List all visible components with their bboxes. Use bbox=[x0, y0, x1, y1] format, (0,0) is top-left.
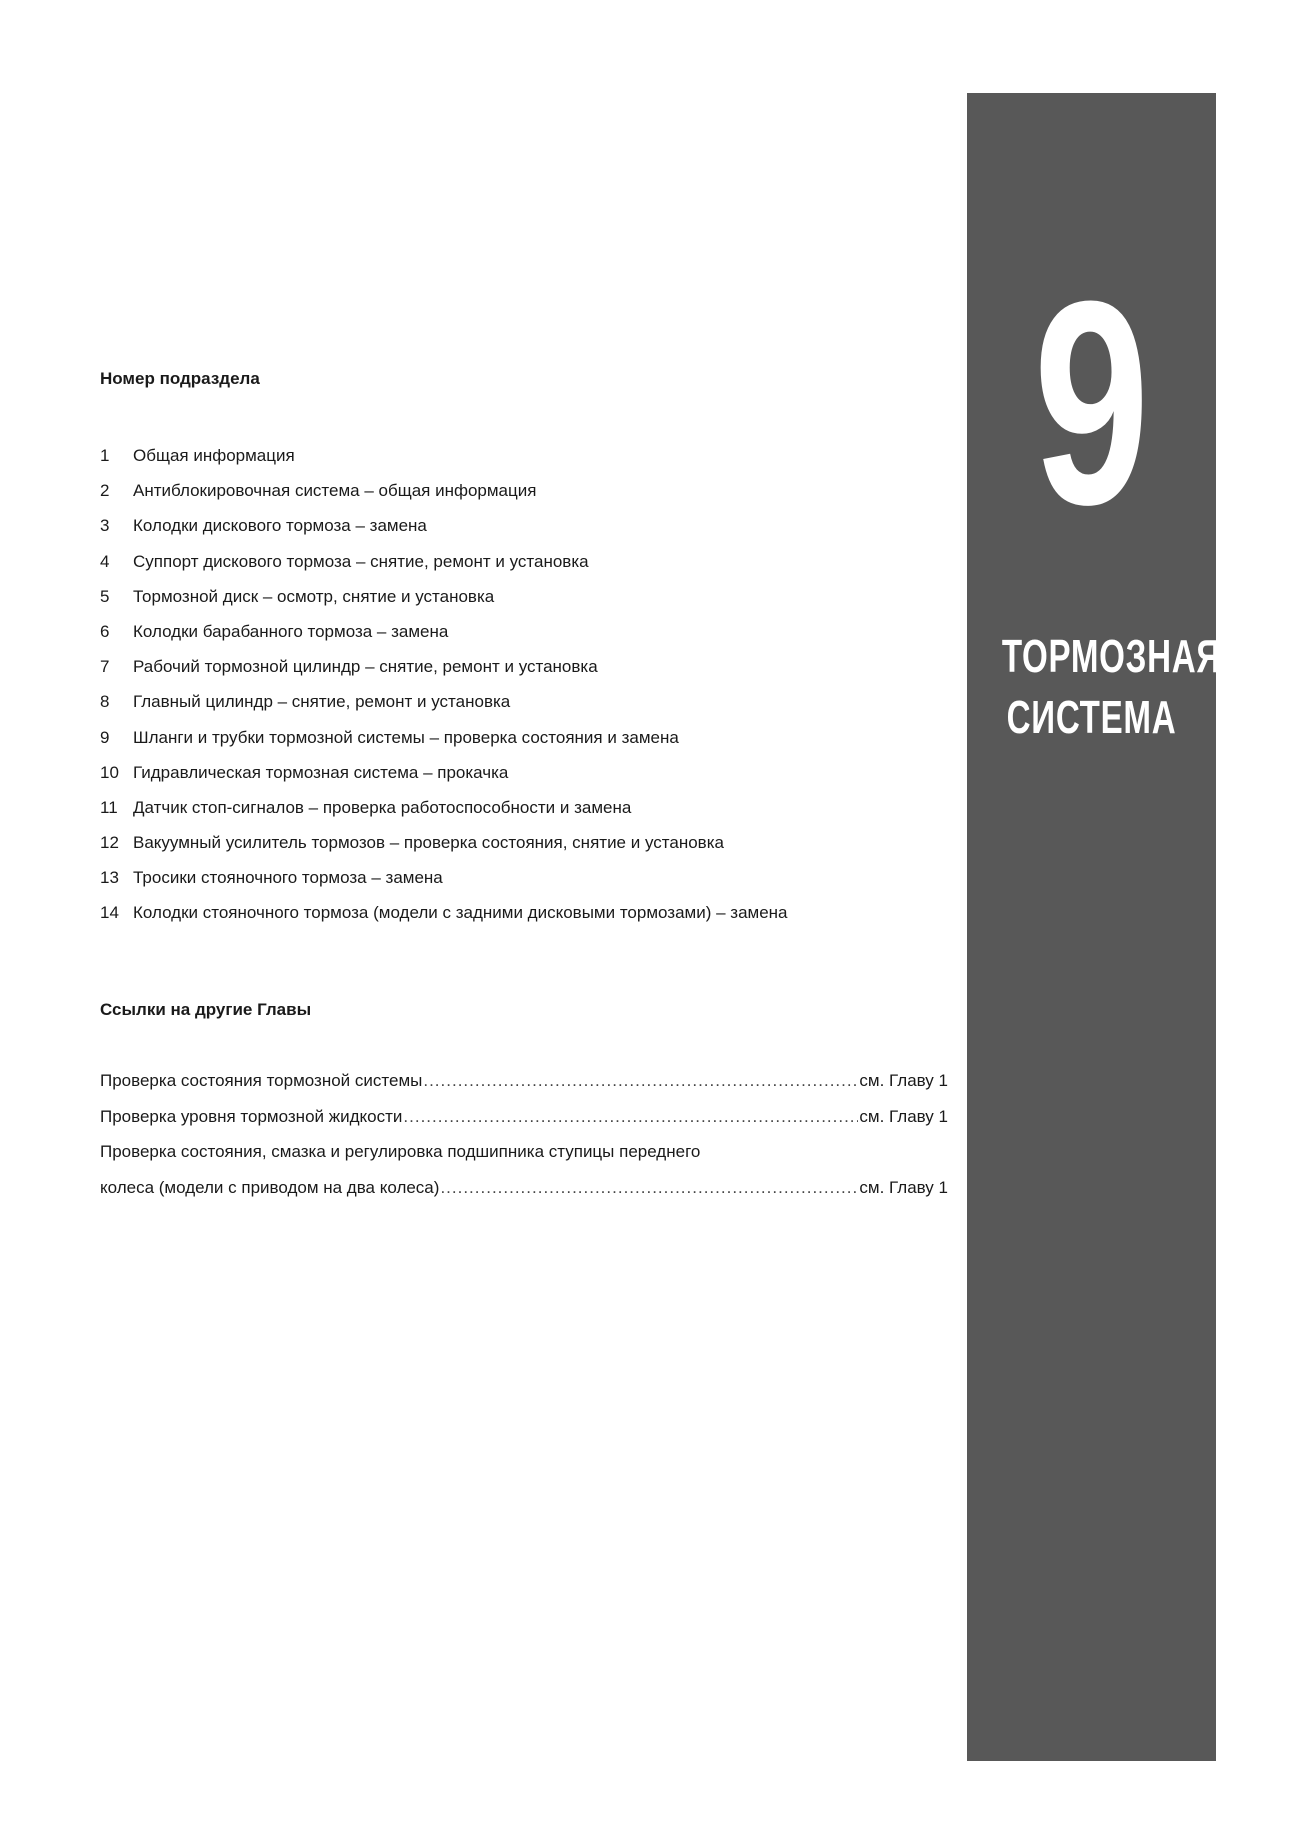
toc-item-text: Вакуумный усилитель тормозов – проверка состояния, снятие и установка bbox=[133, 833, 724, 853]
chapter-title-line-1: ТОРМОЗНАЯ bbox=[1001, 630, 1221, 682]
toc-item[interactable] bbox=[100, 438, 788, 473]
toc-item-text: Датчик стоп-сигналов – проверка работоспособности и замена bbox=[133, 797, 632, 817]
toc-item-text: Шланги и трубки тормозной системы – проверка состояния и замена bbox=[133, 727, 679, 747]
reference-text: Проверка состояния тормозной системы bbox=[100, 1071, 423, 1090]
reference-row[interactable] bbox=[100, 1170, 948, 1206]
toc-item-number: 5 bbox=[100, 586, 110, 606]
toc-item-number: 13 bbox=[100, 868, 119, 888]
toc-item-number: 3 bbox=[100, 516, 110, 536]
toc-item-text: Общая информация bbox=[133, 446, 295, 465]
toc-item[interactable] bbox=[100, 579, 788, 614]
toc-item-number: 11 bbox=[100, 797, 118, 817]
reference-leader-dots bbox=[403, 1099, 858, 1135]
toc-item-number: 12 bbox=[100, 833, 119, 853]
toc-item[interactable] bbox=[100, 755, 788, 790]
toc-item[interactable] bbox=[100, 508, 788, 543]
toc-item-number: 7 bbox=[100, 657, 110, 677]
toc-heading: Номер подраздела bbox=[100, 369, 260, 388]
toc-item[interactable] bbox=[100, 790, 788, 825]
toc-item[interactable] bbox=[100, 720, 788, 755]
chapter-number: 9 bbox=[1033, 241, 1150, 565]
reference-leader-dots bbox=[440, 1170, 858, 1206]
toc-item-text: Тросики стояночного тормоза – замена bbox=[133, 868, 443, 888]
reference-row[interactable] bbox=[100, 1099, 948, 1135]
toc-item[interactable] bbox=[100, 649, 788, 684]
chapter-side-band bbox=[967, 93, 1221, 1761]
chapter-title-line-2: СИСТЕМА bbox=[1006, 691, 1177, 743]
reference-text: Проверка состояния, смазка и регулировка подшипника ступицы переднего bbox=[100, 1142, 701, 1161]
toc-item-text: Тормозной диск – осмотр, снятие и установка bbox=[133, 586, 495, 606]
reference-row[interactable] bbox=[100, 1063, 948, 1099]
toc-list bbox=[100, 438, 788, 931]
toc-item[interactable] bbox=[100, 825, 788, 860]
toc-item[interactable] bbox=[100, 684, 788, 719]
toc-item-number: 6 bbox=[100, 621, 110, 641]
toc-item-text: Колодки дискового тормоза – замена bbox=[133, 516, 427, 536]
toc-item-text: Колодки барабанного тормоза – замена bbox=[133, 621, 449, 641]
toc-item-text: Рабочий тормозной цилиндр – снятие, ремонт и установка bbox=[133, 657, 598, 677]
toc-item-number: 14 bbox=[100, 903, 119, 923]
toc-item[interactable] bbox=[100, 473, 788, 508]
toc-item-number: 8 bbox=[100, 692, 110, 712]
reference-target: см. Главу 1 bbox=[859, 1071, 948, 1090]
toc-item-text: Главный цилиндр – снятие, ремонт и установка bbox=[133, 692, 511, 712]
reference-row-continued[interactable] bbox=[100, 1134, 948, 1170]
toc-item-text: Суппорт дискового тормоза – снятие, ремонт и установка bbox=[133, 551, 589, 571]
references-list bbox=[100, 1063, 948, 1205]
references-heading: Ссылки на другие Главы bbox=[100, 1000, 312, 1019]
toc-item-number: 2 bbox=[100, 481, 110, 501]
reference-text: Проверка уровня тормозной жидкости bbox=[100, 1106, 403, 1126]
toc-item[interactable] bbox=[100, 544, 788, 579]
toc-item-text: Антиблокировочная система – общая информация bbox=[133, 481, 537, 501]
toc-item-number: 1 bbox=[100, 446, 110, 465]
toc-item-text: Колодки стояночного тормоза (модели с задними дисковыми тормозами) – замена bbox=[133, 903, 788, 923]
toc-item[interactable] bbox=[100, 895, 788, 930]
toc-item[interactable] bbox=[100, 860, 788, 895]
reference-target: см. Главу 1 bbox=[859, 1177, 948, 1197]
reference-leader-dots bbox=[423, 1063, 858, 1099]
toc-item-number: 10 bbox=[100, 762, 119, 782]
reference-text: колеса (модели с приводом на два колеса) bbox=[100, 1177, 440, 1197]
toc-item-text: Гидравлическая тормозная система – прокачка bbox=[133, 762, 509, 782]
toc-item-number: 9 bbox=[100, 727, 110, 747]
reference-target: см. Главу 1 bbox=[859, 1106, 948, 1126]
chapter-title bbox=[967, 626, 1221, 748]
toc-item[interactable] bbox=[100, 614, 788, 649]
toc-item-number: 4 bbox=[100, 551, 110, 571]
